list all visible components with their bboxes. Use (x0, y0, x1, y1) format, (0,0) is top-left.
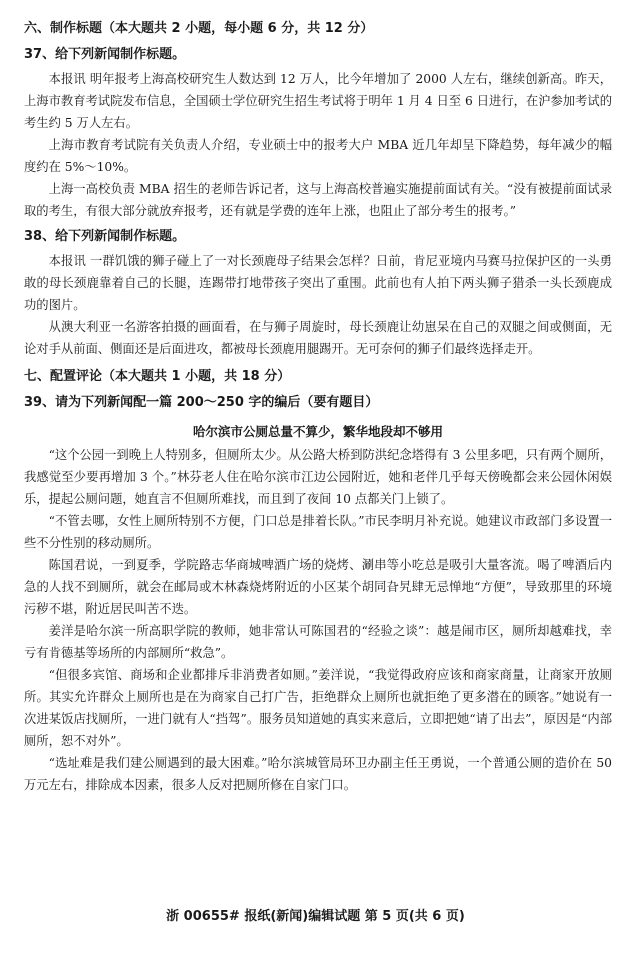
q39-paragraph: “但很多宾馆、商场和企业都排斥非消费者如厕。”姜洋说，“我觉得政府应该和商家商量，让商家开放厕所。其实允许群众上厕所也是在为商家自己打广告，拒绝群众上厕所也就拒绝了更多潜在的顾客。”她说有一次进某饭店找厕所，一进门就有人“挡驾”。服务员知道她的真实来意后，立即把她“请了出去”，原因是“内部厕所，恕不对外”。 (24, 668, 612, 748)
q39-paragraph: “选址难是我们建公厕遇到的最大困难。”哈尔滨城管局环卫办副主任王勇说，一个普通公厕的造价在 50 万元左右，排除成本因素，很多人反对把厕所修在自家门口。 (24, 756, 612, 792)
q37-paragraph: 上海一高校负责 MBA 招生的老师告诉记者，这与上海高校普遍实施提前面试有关。“没有被提前面试录取的考生，有很大部分就放弃报考，还有就是学费的连年上涨，也阻止了部分考生的报考。” (24, 182, 612, 218)
article-title: 哈尔滨市公厕总量不算少，繁华地段却不够用 (192, 424, 443, 439)
q37-paragraph: 本报讯 明年报考上海高校研究生人数达到 12 万人，比今年增加了 2000 人左右，继续创新高。昨天，上海市教育考试院发布信息，全国硕士学位研究生招生考试将于明年 1 月 4 日至 6 日进行，在沪参加考试的考生约 5 万人左右。 (24, 72, 612, 130)
question-37-title: 37、给下列新闻制作标题。 (24, 47, 186, 62)
q39-paragraph: “不管去哪，女性上厕所特别不方便，门口总是排着长队。”市民李明月补充说。她建议市政部门多设置一些不分性别的移动厕所。 (24, 514, 612, 550)
question-39-title: 39、请为下列新闻配一篇 200～250 字的编后（要有题目） (24, 395, 379, 410)
q39-paragraph: “这个公园一到晚上人特别多，但厕所太少。从公路大桥到防洪纪念塔得有 3 公里多吧，只有两个厕所，我感觉至少要再增加 3 个。”林芬老人住在哈尔滨市江边公园附近，她和老伴几乎每天傍晚都会来公园休闲娱乐，提起公厕问题，她直言不但厕所难找，而且到了夜间 10 点都关门上锁了。 (24, 448, 612, 506)
section-7-heading: 七、配置评论（本大题共 1 小题，共 18 分） (24, 369, 291, 384)
q38-paragraph: 本报讯 一群饥饿的狮子碰上了一对长颈鹿母子结果会怎样？日前，肯尼亚境内马赛马拉保护区的一头勇敢的母长颈鹿靠着自己的长腿，连踢带打地带孩子突出了重围。此前也有人拍下两头狮子猎杀一头长颈鹿成功的图片。 (24, 254, 612, 312)
q39-paragraph: 陈国君说，一到夏季，学院路志华商城啤酒广场的烧烤、涮串等小吃总是吸引大量客流。喝了啤酒后内急的人找不到厕所，就会在邮局或木林森烧烤附近的小区某个胡同旮旯肆无忌惮地“方便”，导致那里的环境污秽不堪，附近居民叫苦不迭。 (24, 558, 612, 616)
section-6-heading: 六、制作标题（本大题共 2 小题，每小题 6 分，共 12 分） (24, 21, 374, 36)
q37-paragraph: 上海市教育考试院有关负责人介绍，专业硕士中的报考大户 MBA 近几年却呈下降趋势，每年减少的幅度约在 5%～10%。 (24, 138, 612, 174)
q39-paragraph: 姜洋是哈尔滨一所高职学院的教师，她非常认可陈国君的“经验之谈”：越是闹市区，厕所却越难找，幸亏有肯德基等场所的内部厕所“救急”。 (24, 624, 612, 660)
exam-page (24, 12, 612, 796)
q38-paragraph: 从澳大利亚一名游客拍摄的画面看，在与狮子周旋时，母长颈鹿让幼崽呆在自己的双腿之间或侧面，无论对手从前面、侧面还是后面进攻，都被母长颈鹿用腿踢开。无可奈何的狮子们最终选择走开。 (24, 320, 612, 356)
page-footer: 浙 00655# 报纸(新闻)编辑试题 第 5 页(共 6 页) (166, 909, 465, 924)
question-38-title: 38、给下列新闻制作标题。 (24, 229, 186, 244)
